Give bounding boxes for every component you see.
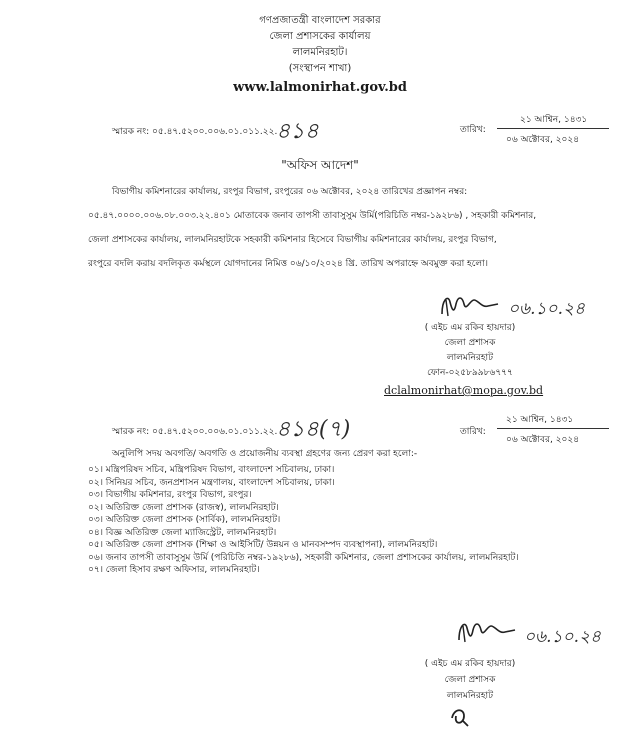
memo-number-handwritten: ৪১৪(৭) [276,417,351,442]
signatory-designation: জেলা প্রশাসক [444,338,496,348]
initial-mark [448,704,472,728]
signatory-phone: ফোন-০২৫৮৯৯৮৬৭৭৭ [427,368,513,378]
memo-number-label: স্মারক নং: ০৫.৪৭.৫২০০.০০৬.০১.০১১.২২. [112,127,278,137]
date-label: তারিখ: [460,125,486,135]
signature-date: ০৬.১০.২৪ [524,627,602,647]
date-divider [497,128,609,129]
signatory-district: লালমনিরহাট [446,691,494,701]
date-english: ০৬ অক্টোবর, ২০২৪ [506,135,580,145]
page-title: "অফিস আদেশ" [281,158,359,172]
header-govt: গণপ্রজাতন্ত্রী বাংলাদেশ সরকার [259,15,381,26]
list-item: ০৫। অতিরিক্ত জেলা প্রশাসক (শিক্ষা ও আইসিটি/ উন্নয়ন ও মানবসম্পদ ব্যবস্থাপনা), লালমনিরহাট। [88,540,438,550]
date-english: ০৬ অক্টোবর, ২০২৪ [506,435,580,445]
signatory-district: লালমনিরহাট [446,353,494,363]
header-website: www.lalmonirhat.gov.bd [233,80,407,95]
list-item: ০৪। বিজ্ঞ অতিরিক্ত জেলা ম্যাজিস্ট্রেট, লালমনিরহাট। [88,527,277,538]
list-item: ০১। মন্ত্রিপরিষদ সচিব, মন্ত্রিপরিষদ বিভাগ, বাংলাদেশ সচিবালয়, ঢাকা। [88,465,335,475]
list-item: ০৭। জেলা হিসাব রক্ষণ অফিসার, লালমনিরহাট। [88,565,260,575]
signatory-name: ( এইচ এম রকিব হায়দার) [424,323,516,333]
date-divider [497,428,609,429]
signature-image [455,616,525,646]
date-bangla: ২১ আশ্বিন, ১৪৩১ [506,415,574,425]
date-bangla: ২১ আশ্বিন, ১৪৩১ [520,115,588,125]
signature-image [438,290,508,320]
distribution-list [88,464,628,577]
signature-date: ০৬.১০.২৪ [508,299,586,319]
signatory-email: dclalmonirhat@mopa.gov.bd [384,384,544,397]
body-line: জেলা প্রশাসকের কার্যালয়, লালমনিরহাটকে সহকারী কমিশনার হিসেবে বিভাগীয় কমিশনারের কার্যালয়, রংপুর বিভাগ, [88,235,497,245]
list-item: ০২। সিনিয়র সচিব, জনপ্রশাসন মন্ত্রণালয়, বাংলাদেশ সচিবালয়, ঢাকা। [88,477,335,488]
header-district: লালমনিরহাট। [292,47,348,58]
body-line: বিভাগীয় কমিশনারের কার্যালয়, রংপুর বিভাগ, রংপুরের ০৬ অক্টোবর, ২০২৪ তারিখের প্রজ্ঞাপন নম্বর: [112,187,468,197]
signatory-name: ( এইচ এম রকিব হায়দার) [424,659,516,669]
header-office: জেলা প্রশাসকের কার্যালয় [269,31,371,42]
list-item: ০৩। অতিরিক্ত জেলা প্রশাসক (সার্বিক), লালমনিরহাট। [88,515,281,525]
body-line: রংপুরে বদলি করায় বদলিকৃত কর্মস্থলে যোগদানের নিমিত্ত ০৬/১০/২০২৪ খ্রি. তারিখ অপরাহ্নে অবমুক্ত করা হলো। [88,259,488,269]
memo-number-label: স্মারক নং: ০৫.৪৭.৫২০০.০০৬.০১.০১১.২২. [112,427,278,437]
body-line: ০৫.৪৭.০০০০.০০৬.০৮.০০৩.২২.৪০১ মোতাবেক জনাব তাপসী তাবাসুসুম উর্মি(পরিচিতি নম্বর-১৯২৮৬) , সহকারী কমিশনার, [88,211,537,221]
list-item: ০৬। জনাব তাপসী তাবাসুসুম উর্মি (পরিচিতি নম্বর-১৯২৮৬), সহকারী কমিশনার, জেলা প্রশাসকের কার্যালয়, লালমনিরহাট। [88,552,519,563]
list-item: ০২। অতিরিক্ত জেলা প্রশাসক (রাজস্ব), লালমনিরহাট। [88,502,279,513]
memo-number-handwritten: ৪১৪ [276,119,319,144]
header-section: (সংস্থাপন শাখা) [288,63,352,74]
distribution-intro: অনুলিপি সদয় অবগতি/ অবগতি ও প্রয়োজনীয় ব্যবস্থা গ্রহণের জন্য প্রেরণ করা হলো:- [112,449,418,459]
date-label: তারিখ: [460,427,486,437]
signatory-designation: জেলা প্রশাসক [444,675,496,685]
list-item: ০৩। বিভাগীয় কমিশনার, রংপুর বিভাগ, রংপুর। [88,490,252,500]
